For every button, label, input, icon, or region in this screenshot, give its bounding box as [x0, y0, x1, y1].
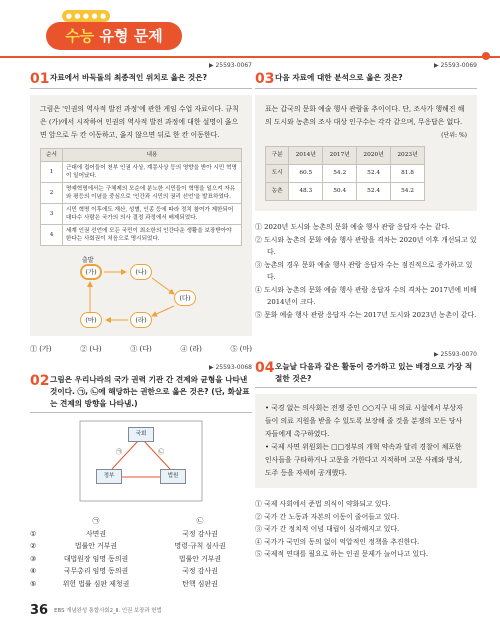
choice-b: 탄핵 심판권	[182, 579, 218, 588]
choice-a: 법률안 거부권	[74, 542, 118, 550]
passage-text: 표는 갑국의 문화 예술 행사 관람율 추이이다. 단, 조사가 행해진 해의 도시와 농촌의 조사 대상 인구수는 각각 같으며, 무응답은 없다.	[265, 105, 465, 126]
board-node-ra: (라)	[130, 312, 152, 328]
board-node-na: (나)	[130, 264, 152, 280]
header-rule	[0, 56, 500, 58]
choice-b: 국정 감사권	[182, 529, 218, 538]
table-row	[41, 204, 242, 225]
board-node-ma: (마)	[80, 312, 102, 328]
choice-3[interactable]: ③ (다)	[130, 345, 152, 353]
question-code-text: 25593-0069	[440, 62, 477, 69]
power-balance-diagram	[30, 419, 252, 511]
table-cell: 52.4	[357, 165, 391, 183]
section-title	[46, 22, 182, 50]
arrow	[152, 306, 174, 316]
question-number: 01	[30, 71, 50, 87]
table-cell: 54.2	[391, 183, 425, 201]
question-code-text: 25593-0067	[215, 62, 252, 69]
answer-choices	[30, 344, 252, 354]
pair-header-b: ㉡	[196, 517, 204, 525]
left-column	[30, 62, 252, 590]
start-label: 출발	[82, 257, 94, 264]
table-header-row	[266, 147, 425, 165]
choice-5[interactable]	[30, 578, 252, 591]
passage-text: 그림은 '인권의 역사적 발전 과정'에 관한 게임 수업 자료이다. 규칙은 (가)에서 시작하여 인권의 역사적 발전 과정에 대한 설명이 옳으면 앞으로 두 칸 이동하고, 옳지 않으면 뒤로 한 칸 이동한다.	[40, 105, 239, 139]
choice-4[interactable]: ④ 국가가 국민의 동의 없이 억압적인 정책을 추진한다.	[255, 537, 420, 546]
section-title-accent: 수능	[65, 27, 95, 45]
choice-marker: ④	[30, 567, 37, 575]
answer-choices	[255, 498, 477, 561]
choice-5[interactable]: ⑤ 문화 예술 행사 관람 응답자 수는 2017년 도시와 2023년 농촌이 같다.	[255, 310, 477, 319]
question-text: 그림은 우리나라의 국가 권력 기관 간 견제와 균형을 나타낸 것이다. ㉠, ㉡에 해당하는 권한으로 옳은 것은? (단, 화살표는 견제의 방향을 나타냄.)	[50, 375, 250, 408]
choice-3[interactable]: ③ 국가 간 정치적 이념 대립이 심각해지고 있다.	[255, 525, 400, 533]
answer-choices	[255, 221, 477, 321]
bullet-1: • 국경 없는 의사회는 전쟁 중인 ○○지구 내 의료 시설에서 부상자들이 의료 지원을 받을 수 있도록 보장해 줄 것을 분쟁의 모든 당사자들에게 촉구하였다.	[265, 404, 463, 438]
table-cell: 근대에 접어들어 천부 인권 사상, 계몽사상 등의 영향을 받아 시민 혁명이 일어났다.	[63, 162, 242, 183]
question-head	[30, 72, 252, 86]
choice-1[interactable]: ① 2020년 도시와 농촌의 문화 예술 행사 관람 응답자 수는 같다.	[255, 223, 450, 231]
question-code: ▶ 25593-0069	[433, 62, 477, 69]
choice-2[interactable]: ② 국가 간 노동과 자본의 이동이 줄어들고 있다.	[255, 512, 400, 521]
board-node-da: (다)	[174, 290, 196, 306]
footer-text: EBS 개념완성 통합사회2_Ⅱ. 인권 보장과 헌법	[54, 608, 162, 614]
row-header: 도시	[266, 165, 289, 183]
choice-b: 국정 감사권	[182, 567, 218, 575]
mark-b: ㉡	[158, 449, 165, 456]
question-number: 04	[255, 360, 275, 376]
question-2	[30, 364, 252, 590]
unit-label: (단위: %)	[441, 132, 467, 139]
row-header: 농촌	[266, 183, 289, 201]
choice-4[interactable]: ④ 도시와 농촌의 문화 예술 행사 관람 응답자 수의 격차는 2017년에 비해 2014년이 크다.	[255, 285, 477, 306]
page-number: 36	[30, 602, 49, 618]
passage-box	[255, 95, 477, 211]
table-row	[41, 162, 242, 183]
question-number: 02	[30, 373, 50, 389]
question-code: ▶ 25593-0067	[208, 62, 252, 69]
question-head	[255, 72, 477, 86]
passage-box	[255, 394, 477, 488]
table-cell: 52.4	[357, 183, 391, 201]
header-tag-text: ● ● ● ● ●	[65, 12, 107, 20]
box-court: 법원	[160, 469, 186, 484]
bullet-2: • 국제 사면 위원회는 □□정부의 개혁 약속과 달리 경찰이 체포한 인사들을 구타하거나 고문을 가한다고 지적하며 고문 사례와 방식, 도주 등을 자세히 공개했다.	[265, 443, 463, 477]
board-node-ga: (가)	[80, 264, 102, 280]
column-header: 2020년	[357, 147, 391, 165]
box-government: 정부	[96, 469, 122, 484]
question-4	[255, 351, 477, 561]
question-head	[255, 361, 477, 385]
page-footer	[30, 602, 470, 618]
arrow	[152, 278, 174, 294]
right-column	[255, 62, 477, 561]
choice-1[interactable]: ① (가)	[30, 345, 52, 353]
question-code: ▶ 25593-0068	[208, 364, 252, 371]
choice-2[interactable]: ② (나)	[80, 345, 102, 353]
table-cell: 50.4	[323, 183, 357, 201]
question-text: 다음 자료에 대한 분석으로 옳은 것은?	[275, 73, 403, 82]
mark-a: ㉠	[116, 449, 123, 456]
table-row	[41, 225, 242, 246]
divider	[30, 412, 252, 413]
header-tag	[62, 10, 110, 22]
header-dot	[482, 52, 490, 60]
game-board-diagram	[40, 250, 242, 328]
choice-5[interactable]: ⑤ 국제적 연대를 필요로 하는 인권 문제가 늘어나고 있다.	[255, 550, 429, 558]
page-header	[0, 6, 500, 58]
question-number: 03	[255, 71, 275, 87]
choice-b: 명령·규칙 심사권	[174, 542, 226, 550]
question-code-text: 25593-0070	[440, 351, 477, 358]
choice-3[interactable]: ③ 농촌의 경우 문화 예술 행사 관람 응답자 수는 점진적으로 증가하고 있다.	[255, 260, 473, 281]
question-text: 자료에서 바둑돌의 최종적인 위치로 옳은 것은?	[50, 73, 207, 82]
choice-a: 국무총리 임명 동의권	[63, 567, 129, 575]
answer-pairs	[30, 515, 252, 590]
table-cell: 48.3	[289, 183, 323, 201]
choice-4[interactable]: ④ (라)	[180, 345, 202, 353]
table-cell: 54.2	[323, 165, 357, 183]
choice-2[interactable]	[30, 540, 252, 553]
question-head	[30, 374, 252, 410]
divider	[30, 88, 252, 89]
divider	[255, 387, 477, 388]
table-cell: 3	[41, 204, 63, 225]
column-header: 2017년	[323, 147, 357, 165]
table-cell: 60.5	[289, 165, 323, 183]
choice-2[interactable]: ② 도시와 농촌의 문화 예술 행사 관람을 격차는 2020년 이후 개선되고 있다.	[255, 235, 477, 256]
pair-header-a: ㉠	[92, 517, 100, 525]
column-header: 내용	[63, 149, 242, 162]
section-title-text: 유형 문제	[94, 27, 163, 45]
column-header: 2023년	[391, 147, 425, 165]
table-cell: 2	[41, 183, 63, 204]
table-row	[266, 165, 425, 183]
table-cell: 시민 혁명 이후에도 재산, 성별, 인종 등에 따라 정치 참여가 제한되어 대다수 사람은 국가의 의사 결정 과정에서 배제되었다.	[63, 204, 242, 225]
table-cell: 세계 인권 선언에 모든 국민이 최소한의 인간다운 생활을 보장받아야 한다는 사회권이 처음으로 명시되었다.	[63, 225, 242, 246]
question-code-text: 25593-0068	[215, 364, 252, 371]
divider	[255, 88, 477, 89]
table-header-row	[41, 149, 242, 162]
choice-marker: ⑤	[30, 579, 37, 588]
choice-a: 위헌 법률 심판 제청권	[62, 579, 130, 588]
question-text: 오늘날 다음과 같은 활동이 증가하고 있는 배경으로 가장 적절한 것은?	[275, 362, 473, 383]
event-table	[40, 148, 242, 246]
arrow-congress-court	[144, 441, 170, 469]
choice-b: 법률안 거부권	[178, 554, 222, 563]
column-header: 순서	[41, 149, 63, 162]
choice-1[interactable]	[30, 528, 252, 541]
choice-5[interactable]: ⑤ (마)	[230, 345, 252, 353]
choice-a: 대법원장 임명 동의권	[63, 554, 129, 563]
question-1	[30, 62, 252, 354]
box-congress: 국회	[128, 427, 154, 442]
question-code: ▶ 25593-0070	[433, 351, 477, 358]
pair-header	[30, 515, 252, 528]
column-header: 2014년	[289, 147, 323, 165]
column-header: 구분	[266, 147, 289, 165]
question-3	[255, 62, 477, 321]
choice-1[interactable]: ① 국제 사회에서 준법 의식이 약화되고 있다.	[255, 500, 391, 508]
table-row	[41, 183, 242, 204]
choice-marker: ①	[30, 529, 37, 538]
table-cell: 4	[41, 225, 63, 246]
passage-box	[30, 95, 252, 336]
table-cell: 81.8	[391, 165, 425, 183]
choice-a: 사면권	[86, 529, 106, 538]
table-row	[266, 183, 425, 201]
table-cell: 명예혁명에서는 구체제의 모순에 분노한 시민들이 혁명을 일으켜 자유와 평등의 이념을 중심으로 '인간과 시민의 권리 선언'을 발표하였다.	[63, 183, 242, 204]
table-cell: 1	[41, 162, 63, 183]
choice-marker: ②	[30, 542, 37, 550]
choice-4[interactable]	[30, 565, 252, 578]
choice-marker: ③	[30, 554, 37, 563]
attendance-table	[265, 146, 425, 201]
choice-3[interactable]	[30, 553, 252, 566]
